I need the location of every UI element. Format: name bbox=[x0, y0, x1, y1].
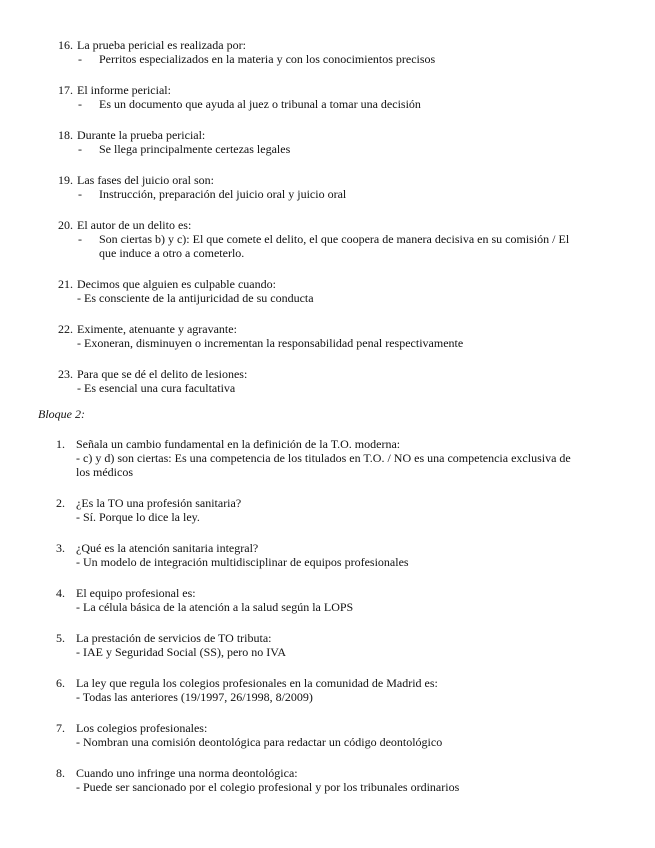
part1-question-item bbox=[41, 322, 621, 350]
section-heading-bloque-2: Bloque 2: bbox=[38, 407, 85, 421]
part1-question-item bbox=[41, 83, 621, 111]
part1-question-item bbox=[41, 173, 621, 201]
answer-dash: - bbox=[78, 52, 82, 66]
question-text: Decimos que alguien es culpable cuando: bbox=[77, 277, 276, 291]
bloque2-question-item bbox=[25, 766, 615, 794]
question-number: 18. bbox=[58, 128, 73, 142]
answer-block bbox=[41, 97, 621, 111]
answer-block bbox=[41, 381, 621, 395]
answer-text: - Nombran una comisión deontológica para redactar un código deontológico bbox=[76, 735, 443, 749]
answer-block bbox=[25, 690, 615, 704]
question-text: ¿Qué es la atención sanitaria integral? bbox=[76, 541, 259, 555]
question-text: Las fases del juicio oral son: bbox=[77, 173, 214, 187]
answer-text: - Es esencial una cura facultativa bbox=[77, 381, 236, 395]
question-text: La prestación de servicios de TO tributa: bbox=[76, 631, 272, 645]
answer-dash: - bbox=[78, 187, 82, 201]
answer-text: - IAE y Seguridad Social (SS), pero no IVA bbox=[76, 645, 287, 659]
question-text: El informe pericial: bbox=[77, 83, 171, 97]
answer-dash: - bbox=[78, 142, 82, 156]
answer-text: que induce a otro a cometerlo. bbox=[99, 246, 245, 260]
question-number: 16. bbox=[58, 38, 73, 52]
answer-block bbox=[41, 232, 621, 260]
question-text: Señala un cambio fundamental en la definición de la T.O. moderna: bbox=[76, 437, 401, 451]
answer-text: Instrucción, preparación del juicio oral y juicio oral bbox=[99, 187, 347, 201]
answer-block bbox=[25, 555, 615, 569]
part1-question-item bbox=[41, 367, 621, 395]
answer-text: - Es consciente de la antijuricidad de su conducta bbox=[77, 291, 314, 305]
bloque2-question-item bbox=[25, 631, 615, 659]
answer-block bbox=[25, 645, 615, 659]
bloque2-question-item bbox=[25, 541, 615, 569]
question-text: Los colegios profesionales: bbox=[76, 721, 208, 735]
bloque2-question-item bbox=[25, 496, 615, 524]
question-number: 1. bbox=[56, 437, 65, 451]
answer-text: - Todas las anteriores (19/1997, 26/1998, 8/2009) bbox=[76, 690, 313, 704]
question-number: 4. bbox=[56, 586, 65, 600]
part1-question-item bbox=[41, 38, 621, 66]
question-text: Durante la prueba pericial: bbox=[77, 128, 206, 142]
answer-block bbox=[41, 336, 621, 350]
question-number: 5. bbox=[56, 631, 65, 645]
answer-text: Se llega principalmente certezas legales bbox=[99, 142, 291, 156]
answer-block bbox=[41, 142, 621, 156]
answer-text: - Sí. Porque lo dice la ley. bbox=[76, 510, 200, 524]
part1-question-item bbox=[41, 277, 621, 305]
bloque2-question-item bbox=[25, 721, 615, 749]
question-number: 7. bbox=[56, 721, 65, 735]
question-text: La prueba pericial es realizada por: bbox=[77, 38, 246, 52]
answer-text: los médicos bbox=[76, 465, 133, 479]
answer-block bbox=[25, 510, 615, 524]
answer-dash: - bbox=[78, 232, 82, 246]
question-number: 19. bbox=[58, 173, 73, 187]
answer-text: - Exoneran, disminuyen o incrementan la responsabilidad penal respectivamente bbox=[77, 336, 464, 350]
part1-question-item bbox=[41, 128, 621, 156]
part1-question-item bbox=[41, 218, 621, 260]
question-number: 20. bbox=[58, 218, 73, 232]
question-list-part-1 bbox=[41, 38, 621, 412]
answer-dash: - bbox=[78, 97, 82, 111]
question-number: 2. bbox=[56, 496, 65, 510]
question-text: El autor de un delito es: bbox=[77, 218, 192, 232]
question-number: 22. bbox=[58, 322, 73, 336]
bloque2-question-item bbox=[25, 676, 615, 704]
answer-block bbox=[25, 600, 615, 614]
answer-text: - c) y d) son ciertas: Es una competencia de los titulados en T.O. / NO es una competencia exclusiva de bbox=[76, 451, 571, 465]
answer-text: - Un modelo de integración multidisciplinar de equipos profesionales bbox=[76, 555, 409, 569]
question-number: 17. bbox=[58, 83, 73, 97]
question-number: 21. bbox=[58, 277, 73, 291]
question-text: ¿Es la TO una profesión sanitaria? bbox=[76, 496, 242, 510]
answer-text: Es un documento que ayuda al juez o tribunal a tomar una decisión bbox=[99, 97, 421, 111]
answer-block bbox=[25, 451, 615, 479]
question-number: 6. bbox=[56, 676, 65, 690]
answer-text: - Puede ser sancionado por el colegio profesional y por los tribunales ordinarios bbox=[76, 780, 460, 794]
answer-text: Son ciertas b) y c): El que comete el delito, el que coopera de manera decisiva en su comisión / El bbox=[99, 232, 570, 246]
question-text: Para que se dé el delito de lesiones: bbox=[77, 367, 248, 381]
question-list-bloque-2 bbox=[25, 437, 615, 811]
answer-text: Perritos especializados en la materia y con los conocimientos precisos bbox=[99, 52, 436, 66]
answer-block bbox=[25, 735, 615, 749]
answer-block bbox=[41, 187, 621, 201]
question-number: 3. bbox=[56, 541, 65, 555]
question-text: El equipo profesional es: bbox=[76, 586, 196, 600]
question-text: Eximente, atenuante y agravante: bbox=[77, 322, 237, 336]
question-text: La ley que regula los colegios profesionales en la comunidad de Madrid es: bbox=[76, 676, 438, 690]
question-number: 8. bbox=[56, 766, 65, 780]
answer-block bbox=[41, 291, 621, 305]
answer-block bbox=[25, 780, 615, 794]
bloque2-question-item bbox=[25, 586, 615, 614]
bloque2-question-item bbox=[25, 437, 615, 479]
answer-text: - La célula básica de la atención a la salud según la LOPS bbox=[76, 600, 354, 614]
question-number: 23. bbox=[58, 367, 73, 381]
answer-block bbox=[41, 52, 621, 66]
question-text: Cuando uno infringe una norma deontológica: bbox=[76, 766, 298, 780]
